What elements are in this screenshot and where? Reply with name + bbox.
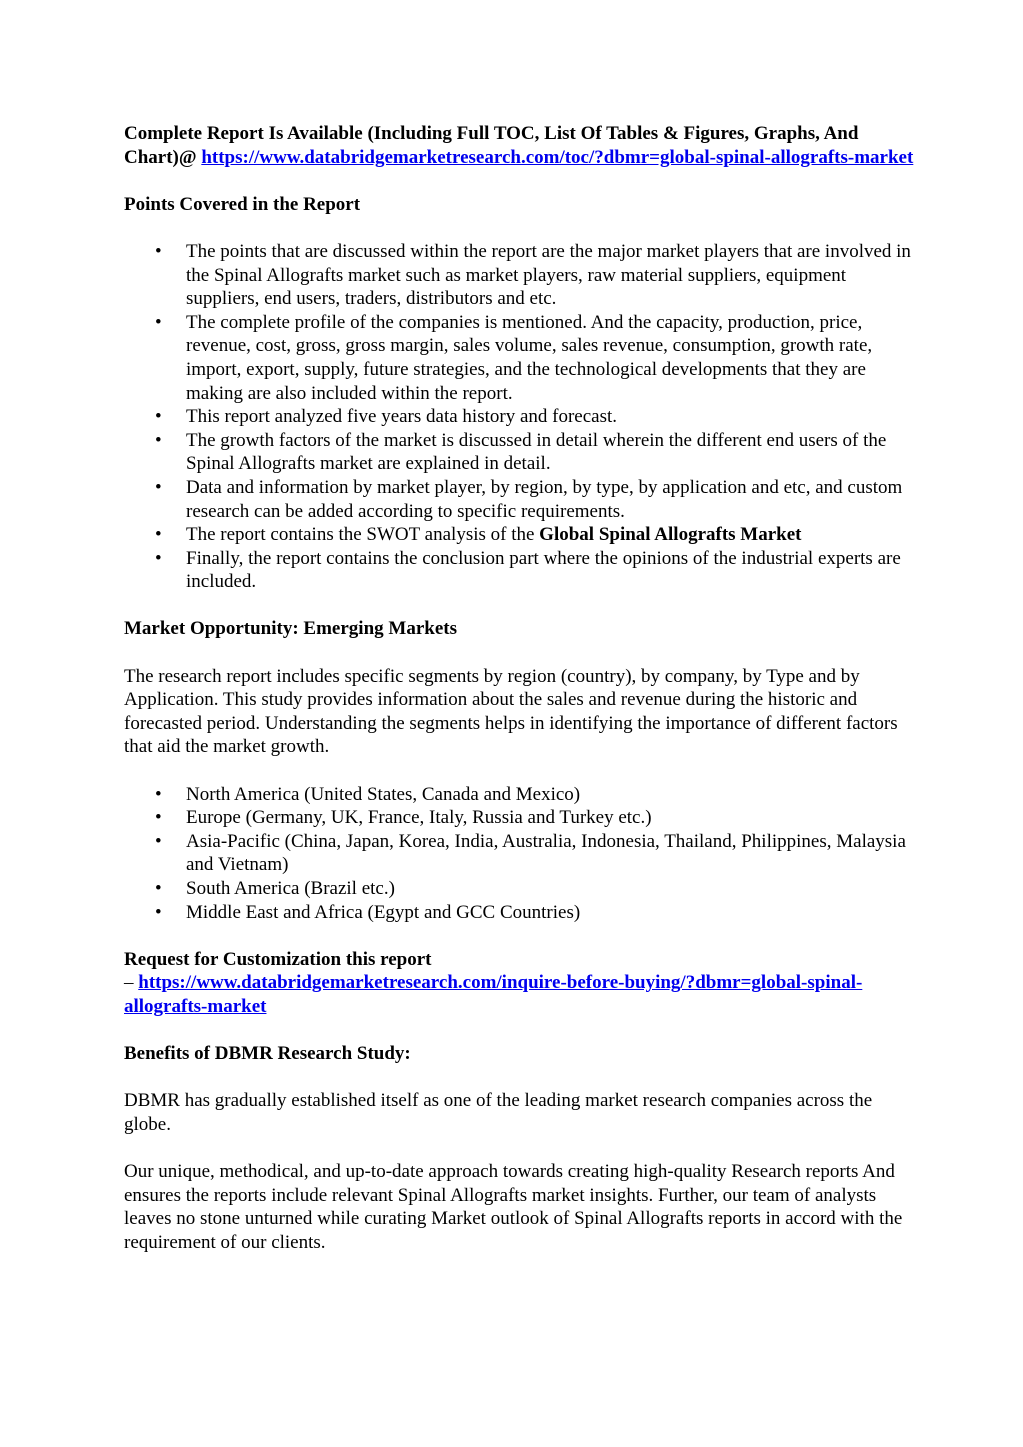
list-item-swot (124, 523, 914, 547)
inquire-link[interactable]: https://www.databridgemarketresearch.com/inquire-before-buying/?dbmr=global-spinal-allografts-market (124, 972, 863, 1017)
customization-dash: – (124, 972, 139, 994)
list-item: • The points that are discussed within the report are the major market players that are involved in the Spinal Allografts market such as market players, raw material suppliers, equipment suppliers, end users, traders, distributors and etc. (124, 240, 914, 311)
region-item: • North America (United States, Canada and Mexico) (124, 783, 914, 807)
list-item: • The growth factors of the market is discussed in detail wherein the different end users of the Spinal Allografts market are explained in detail. (124, 429, 914, 476)
regions-list (124, 783, 914, 925)
region-item: • Middle East and Africa (Egypt and GCC Countries) (124, 901, 914, 925)
market-opportunity-heading: Market Opportunity: Emerging Markets (124, 618, 457, 640)
report-available-heading: Complete Report Is Available (Including Full TOC, List Of Tables & Figures, Graphs, And Chart)@ (124, 123, 859, 168)
list-item: • Data and information by market player, by region, by type, by application and etc, and custom research can be added according to specific requirements. (124, 476, 914, 523)
swot-prefix: The report contains the SWOT analysis of the (186, 524, 540, 546)
report-available-paragraph (124, 122, 914, 169)
customization-heading: Request for Customization this report (124, 948, 432, 970)
customization-link-line (124, 971, 914, 1018)
market-opportunity-paragraph: The research report includes specific segments by region (country), by company, by Type and by Application. This study provides information about the sales and revenue during the historic and forecasted period. Understanding the segments helps in identifying the importance of different factors that aid the market growth. (124, 665, 898, 758)
points-covered-heading: Points Covered in the Report (124, 193, 361, 215)
toc-link[interactable]: https://www.databridgemarketresearch.com/toc/?dbmr=global-spinal-allografts-market (201, 146, 914, 168)
list-item: • The complete profile of the companies is mentioned. And the capacity, production, price, revenue, cost, gross, gross margin, sales volume, sales revenue, consumption, growth rate, import, export, supply, future strategies, and the technological developments that they are making are also included within the report. (124, 311, 914, 405)
list-item: • This report analyzed five years data history and forecast. (124, 405, 914, 429)
document-page (124, 122, 914, 1255)
points-covered-list (124, 240, 914, 594)
swot-market-name: Global Spinal Allografts Market (539, 524, 802, 546)
region-item: • South America (Brazil etc.) (124, 877, 914, 901)
region-item: • Asia-Pacific (China, Japan, Korea, India, Australia, Indonesia, Thailand, Philippines, Malaysia and Vietnam) (124, 830, 914, 877)
benefits-paragraph-1: DBMR has gradually established itself as one of the leading market research companies across the globe. (124, 1090, 873, 1135)
region-item: • Europe (Germany, UK, France, Italy, Russia and Turkey etc.) (124, 806, 914, 830)
list-item: • Finally, the report contains the conclusion part where the opinions of the industrial experts are included. (124, 547, 914, 594)
benefits-paragraph-2: Our unique, methodical, and up-to-date approach towards creating high-quality Research reports And ensures the reports include relevant Spinal Allografts market insights. Further, our team of analysts leaves no stone unturned while curating Market outlook of Spinal Allografts reports in accord with the requirement of our clients. (124, 1161, 903, 1253)
benefits-heading: Benefits of DBMR Research Study: (124, 1043, 411, 1065)
